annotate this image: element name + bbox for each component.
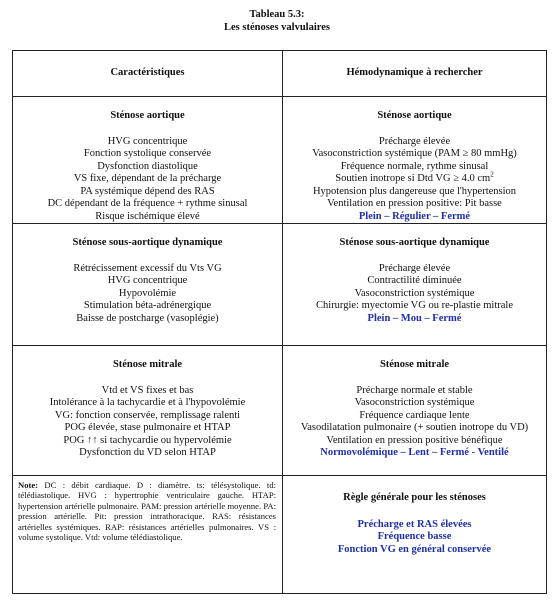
aortic-left-title: Sténose aortique <box>110 110 185 121</box>
mitral-left-title: Sténose mitrale <box>112 359 183 370</box>
aortic-left-list <box>13 136 282 224</box>
list-item: HVG concentrique <box>107 135 188 147</box>
list-item: Précharge et RAS élevées <box>357 518 472 530</box>
list-item: VG: fonction conservée, remplissage ralenti <box>54 409 241 421</box>
list-item: Hypovolémie <box>118 287 177 299</box>
list-item: Baisse de postcharge (vasoplégie) <box>76 312 219 324</box>
list-item: Précharge élevée <box>378 262 451 274</box>
list-item: Fréquence cardiaque lente <box>359 409 470 421</box>
list-item: VS fixe, dépendant de la précharge <box>73 173 222 184</box>
list-item: Contractilité diminuée <box>367 275 462 286</box>
list-item: Vasoconstriction systémique <box>354 397 475 408</box>
table-number: Tableau 5.3: <box>249 9 305 20</box>
stenoses-table <box>12 50 547 594</box>
mitral-right-title: Sténose mitrale <box>379 359 450 370</box>
list-item: Risque ischémique élevé <box>95 210 200 222</box>
subaortic-left-list <box>13 263 282 326</box>
list-item: Intolérance à la tachycardie et à l'hypovolémie <box>49 397 246 408</box>
list-item: Ventilation en pression positive bénéfique <box>326 434 503 446</box>
mitral-hemodynamics-cell <box>283 346 546 476</box>
list-item: Rétrécissement excessif du Vts VG <box>73 262 222 274</box>
general-rule-list <box>283 519 546 557</box>
abbreviations-note <box>13 476 283 593</box>
subaortic-left-title: Sténose sous-aortique dynamique <box>72 237 223 248</box>
table-title: Les sténoses valvulaires <box>224 22 330 33</box>
subaortic-right-title: Sténose sous-aortique dynamique <box>339 237 490 248</box>
list-item: Vasoconstriction systémique <box>354 287 475 299</box>
mitral-characteristics-cell <box>13 346 283 476</box>
general-rule-cell <box>283 476 546 593</box>
list-item: Vasoconstriction systémique (PAM ≥ 80 mmHg) <box>312 148 517 159</box>
list-item: HVG concentrique <box>107 275 188 286</box>
mitral-right-list <box>283 385 546 460</box>
note-label: Note: <box>18 480 39 490</box>
superscript-exponent: 2 <box>490 170 494 179</box>
subaortic-right-list <box>283 263 546 326</box>
inotrope-text: Soutien inotrope si Dtd VG ≥ 4.0 cm <box>335 173 491 184</box>
list-item: Dysfonction diastolique <box>97 160 198 172</box>
list-item: Hypotension plus dangereuse que l'hypertension <box>312 185 517 197</box>
aortic-summary: Plein – Régulier – Fermé <box>358 210 471 222</box>
aortic-characteristics-cell <box>13 97 283 224</box>
list-item: Chirurgie: myectomie VG ou re-plastie mitrale <box>315 300 514 311</box>
list-item: Fréquence basse <box>377 531 452 542</box>
list-item: Vtd et VS fixes et bas <box>101 384 194 396</box>
mitral-summary: Normovolémique – Lent – Fermé - Ventilé <box>320 447 509 458</box>
list-item: Précharge élevée <box>378 135 451 147</box>
table-caption <box>0 8 554 34</box>
header-characteristics: Caractéristiques <box>13 51 283 97</box>
list-item: PA systémique dépend des RAS <box>80 185 215 197</box>
aortic-hemodynamics-cell <box>283 97 546 224</box>
list-item: Dysfonction du VD selon HTAP <box>79 447 216 458</box>
aortic-right-title: Sténose aortique <box>377 110 452 121</box>
list-item: POG élevée, stase pulmonaire et HTAP <box>64 422 231 433</box>
list-item: Vasodilatation pulmonaire (+ soutien inotrope du VD) <box>300 422 529 433</box>
subaortic-hemodynamics-cell <box>283 224 546 346</box>
subaortic-characteristics-cell <box>13 224 283 346</box>
mitral-left-list <box>13 385 282 460</box>
list-item: Fonction VG en général conservée <box>337 543 492 555</box>
list-item: Fréquence normale, rythme sinusal <box>340 160 489 172</box>
aortic-right-list <box>283 136 546 224</box>
list-item: POG ↑↑ si tachycardie ou hypervolémie <box>63 434 232 446</box>
list-item: Ventilation en pression positive: Pit basse <box>327 198 502 209</box>
list-item: Fonction systolique conservée <box>83 148 212 159</box>
header-hemodynamics: Hémodynamique à rechercher <box>283 51 546 97</box>
list-item: Précharge normale et stable <box>356 384 473 396</box>
general-rule-title: Règle générale pour les sténoses <box>343 492 486 503</box>
subaortic-summary: Plein – Mou – Fermé <box>367 312 462 324</box>
list-item: DC dépendant de la fréquence + rythme sinusal <box>47 198 248 209</box>
list-item-inotrope <box>283 170 546 186</box>
list-item: Stimulation béta-adrénergique <box>83 300 212 311</box>
note-text: DC : débit cardiaque. D : diamètre. ts: télésystolique. td: télédiastolique. HVG : hypertrophie ventriculaire gauche. HTAP: hypertension artérielle pulmonaire. PAM: pression artérielle moyenne. PA: pression artérielle. Pit: pression intrathoracique. RAS: résistances artérielles systémiques. RAP: résistances artérielles pulmonaires. VS : volume systolique. Vtd: volume télédiastolique. <box>18 480 276 543</box>
